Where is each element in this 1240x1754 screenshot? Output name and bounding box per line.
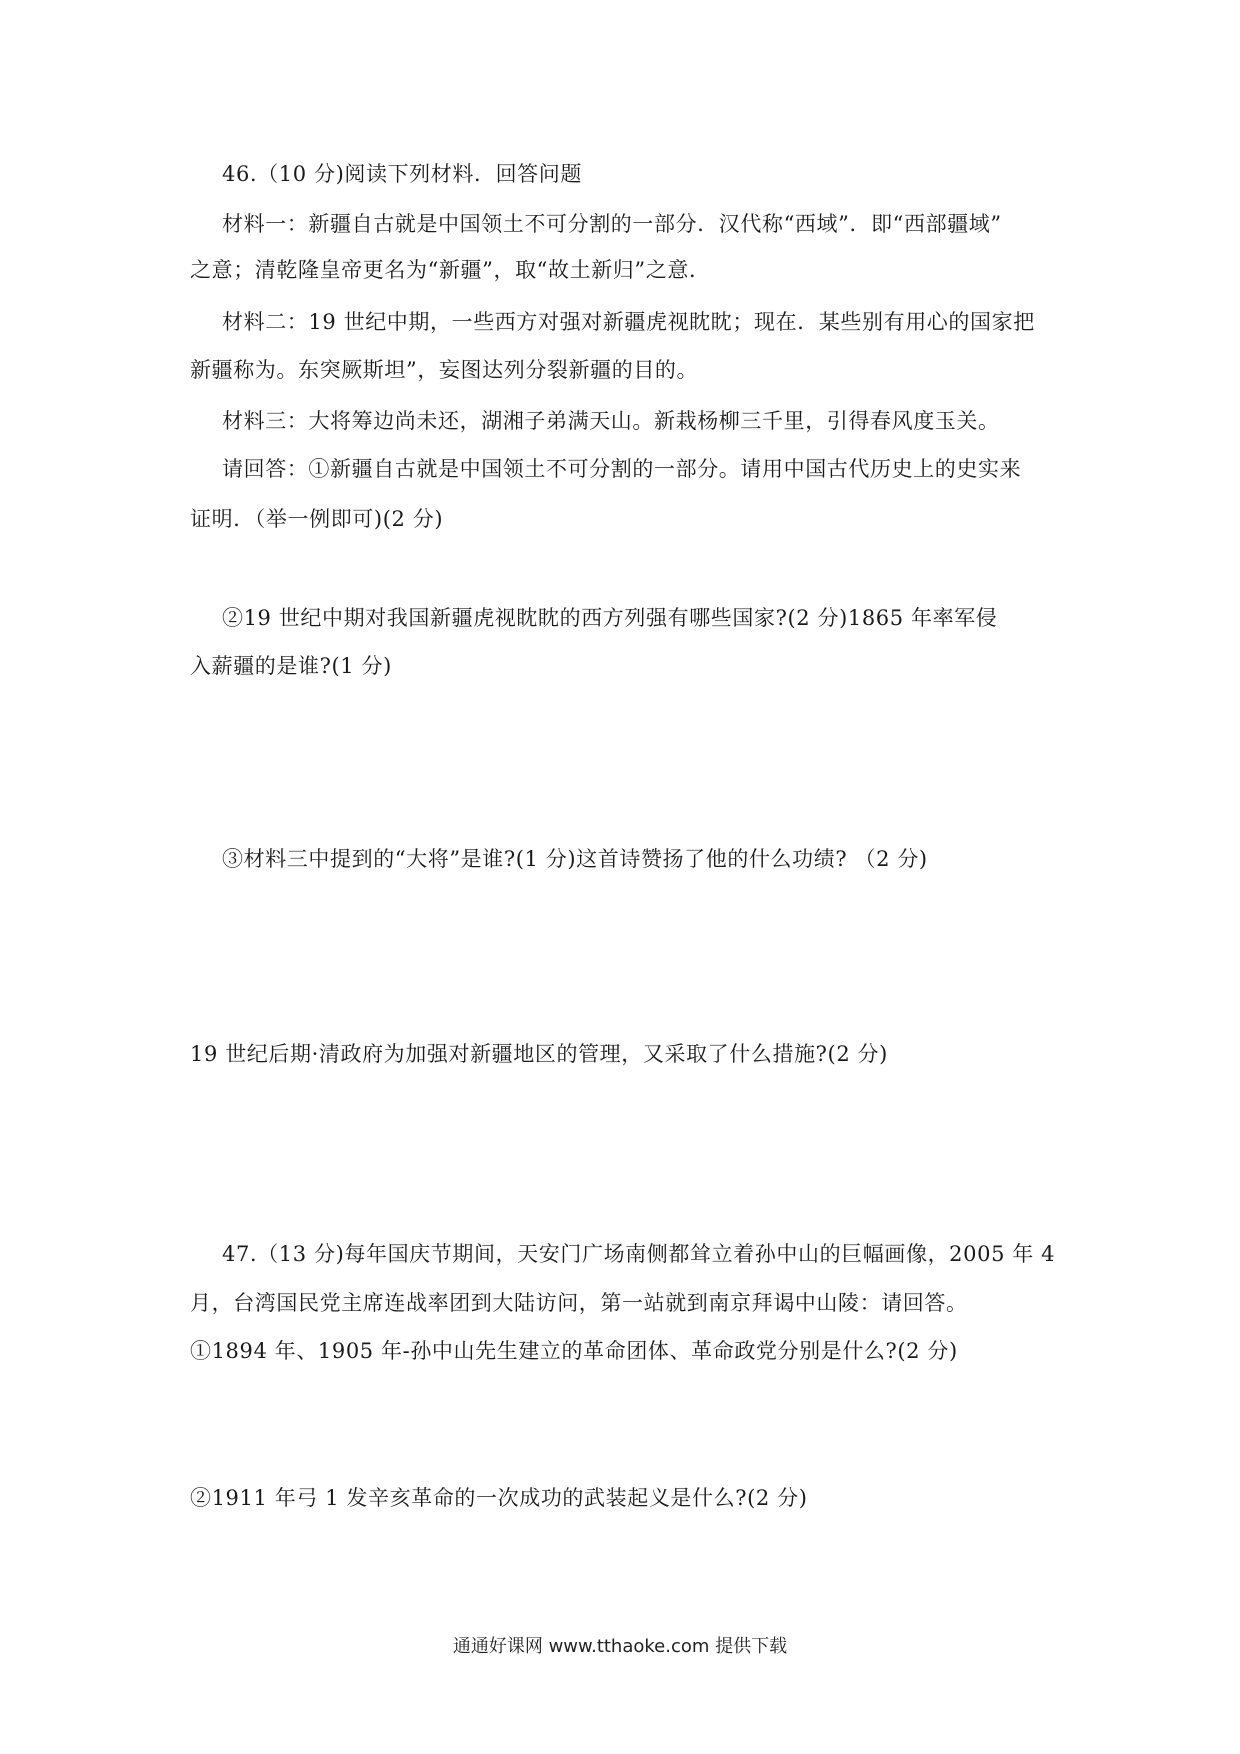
q46-question2-line1: ②19 世纪中期对我国新疆虎视眈眈的西方列强有哪些国家?(2 分)1865 年率军侵 [222,606,998,630]
q46-material2-line2: 新疆称为。东突厥斯坦”，妄图达列分裂新疆的目的。 [190,358,699,382]
q46-question2-line2: 入薪疆的是谁?(1 分) [190,654,392,678]
footer-watermark: 通通好课网 www.tthaoke.com 提供下载 [452,1636,788,1657]
q47-question2: ②1911 年弓 1 发辛亥革命的一次成功的武装起义是什么?(2 分) [190,1486,808,1510]
q46-question3: ③材料三中提到的“大将”是谁?(1 分)这首诗赞扬了他的什么功绩? （2 分) [222,847,928,871]
q47-question1: ①1894 年、1905 年-孙中山先生建立的革命团体、革命政党分别是什么?(2 分) [190,1339,958,1363]
q46-material2-line1: 材料二：19 世纪中期，一些西方对强对新疆虎视眈眈；现在．某些别有用心的国家把 [222,310,1035,334]
q46-header: 46.（10 分)阅读下列材料．回答问题 [222,162,582,186]
q46-question1-line2: 证明．（举一例即可)(2 分) [190,507,444,531]
q46-question4: 19 世纪后期·清政府为加强对新疆地区的管理，又采取了什么措施?(2 分) [190,1042,888,1066]
q47-intro-line2: 月，台湾国民党主席连战率团到大陆访问，第一站就到南京拜谒中山陵：请回答。 [190,1291,968,1315]
q47-intro-line1: 47.（13 分)每年国庆节期间，天安门广场南侧都耸立着孙中山的巨幅画像，2005 年 4 [222,1242,1056,1266]
q46-material3: 材料三：大将筹边尚未还，湖湘子弟满天山。新栽杨柳三千里，引得春风度玉关。 [222,409,1000,433]
q46-question1-line1: 请回答：①新疆自古就是中国领土不可分割的一部分。请用中国古代历史上的史实来 [222,457,1022,481]
q46-material1-line1: 材料一：新疆自古就是中国领土不可分割的一部分．汉代称“西域”．即“西部疆域” [222,212,1002,236]
q46-material1-line2: 之意；清乾隆皇帝更名为“新疆”，取“故土新归”之意． [190,258,711,282]
